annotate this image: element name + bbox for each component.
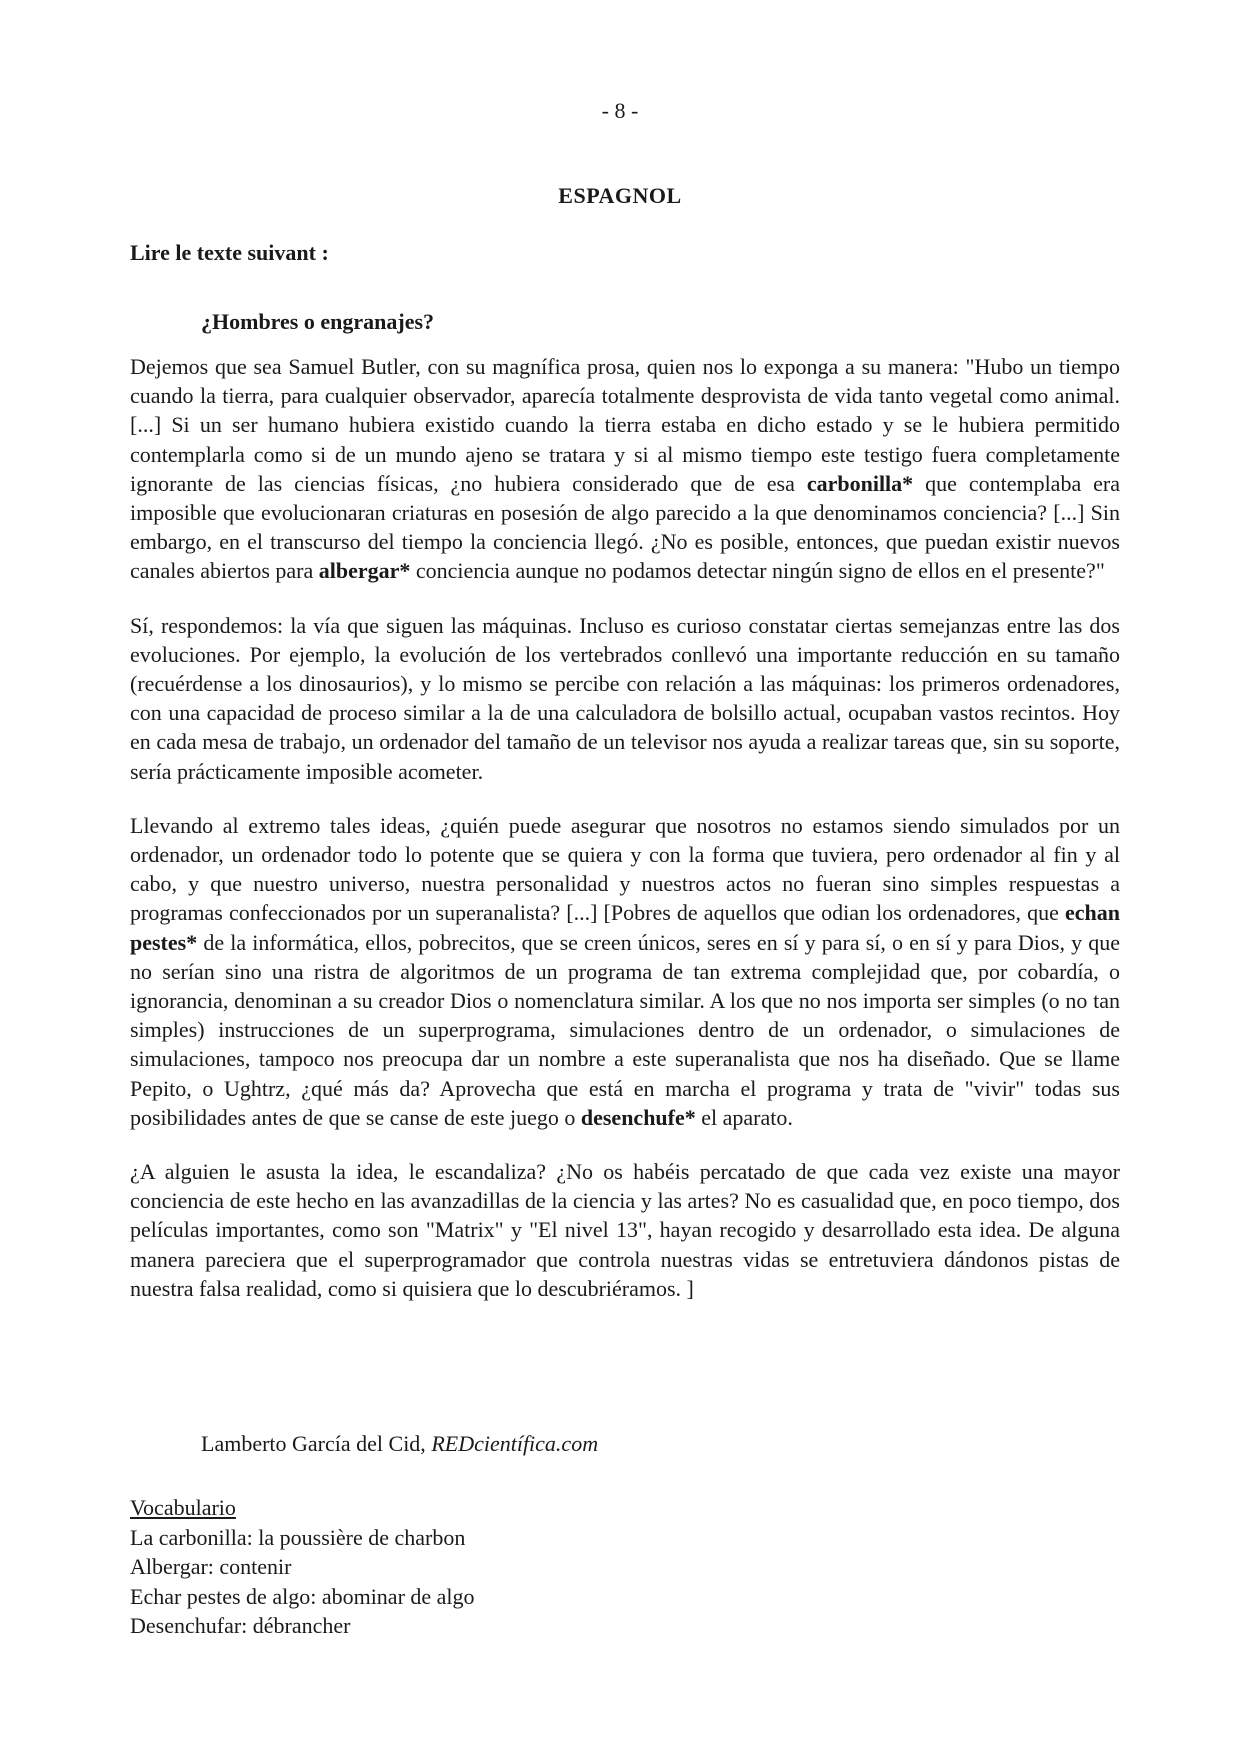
vocabulary-heading: Vocabulario (130, 1495, 236, 1520)
bold-term-carbonilla: carbonilla* (806, 470, 914, 496)
signature (201, 1431, 598, 1457)
subject-heading: ESPAGNOL (558, 183, 682, 208)
paragraph-1-part-a: Dejemos que sea Samuel Butler, con su magnífica prosa, quien nos lo exponga a su manera: "Hubo un tiempo cuando la tierra, para cualquier observador, aparecía totalmente desprovista de vida tanto vegetal como animal. [...] Si un ser humano hubiera existido cuando la tierra estaba en dicho estado y se le hubiera permitido contemplarla como si de un mundo ajeno se tratara y si al mismo tiempo este testigo fuera completamente ignorante de las ciencias físicas, ¿no hubiera considerado que de esa (130, 354, 1120, 496)
vocabulary-section (130, 1493, 475, 1641)
vocabulary-item: La carbonilla: la poussière de charbon (130, 1524, 466, 1550)
bold-term-albergar: albergar* (318, 558, 411, 584)
paragraph-3 (130, 811, 1120, 1132)
paragraph-4: ¿A alguien le asusta la idea, le escandaliza? ¿No os habéis percatado de que cada vez existe una mayor conciencia de este hecho en las avanzadillas de la ciencia y las artes? No es casualidad que, en poco tiempo, dos películas importantes, como son "Matrix" y "El nivel 13", hayan recogido y desarrollado esta idea. De alguna manera pareciera que el superprogramador que controla nuestras vidas se entretuviera dándonos pistas de nuestra falsa realidad, como si quisiera que lo descubriéramos. ] (130, 1159, 1120, 1301)
instruction-text: Lire le texte suivant : (130, 240, 329, 265)
paragraph-1-part-d: conciencia aunque no podamos detectar ningún signo de ellos en el presente?" (410, 558, 1105, 584)
paragraph-3-part-d: el aparato. (695, 1104, 793, 1130)
vocabulary-item: Echar pestes de algo: abominar de algo (130, 1583, 475, 1609)
vocabulary-item: Desenchufar: débrancher (130, 1613, 351, 1638)
paragraph-2: Sí, respondemos: la vía que siguen las máquinas. Incluso es curioso constatar ciertas semejanzas entre las dos evoluciones. Por ejemplo, la evolución de los vertebrados conllevó una importante reducción en su tamaño (recuérdense a los dinosaurios), y lo mismo se percibe con relación a las máquinas: los primeros ordenadores, con una capacidad de proceso similar a la de una calculadora de bolsillo actual, ocupaban vastos recintos. Hoy en cada mesa de trabajo, un ordenador del tamaño de un televisor nos ayuda a realizar tareas que, sin su soporte, sería prácticamente imposible acometer. (130, 612, 1120, 784)
paragraph-1 (130, 352, 1120, 586)
signature-source: REDcientífica.com (431, 1431, 599, 1456)
paragraph-1-part-c: que contemplaba era imposible que evolucionaran criaturas en posesión de algo parecido a la que denominamos conciencia? [...] Sin embargo, en el transcurso del tiempo la conciencia llegó. ¿No es posible, entonces, que puedan existir nuevos canales abiertos para (130, 470, 1121, 584)
text-title: ¿Hombres o engranajes? (201, 309, 435, 334)
bold-term-echan-pestes: echan pestes* (130, 900, 1120, 955)
signature-author: Lamberto García del Cid, (201, 1431, 432, 1456)
vocabulary-item: Albergar: contenir (130, 1554, 292, 1579)
paragraph-3-part-a: Llevando al extremo tales ideas, ¿quién puede asegurar que nosotros no estamos siendo simulados por un ordenador, un ordenador todo lo potente que se quiera y con la forma que tuviera, pero ordenador al fin y al cabo, y que nuestro universo, nuestra personalidad y nuestros actos no fueran sino simples respuestas a programas confeccionados por un superanalista? [...] [Pobres de aquellos que odian los ordenadores, que (130, 812, 1120, 926)
page-number: - 8 - (601, 98, 639, 123)
bold-term-desenchufe: desenchufe* (580, 1104, 696, 1130)
article-body (130, 352, 1120, 1328)
paragraph-3-part-c: de la informática, ellos, pobrecitos, que se creen únicos, seres en sí y para sí, o en sí y para Dios, y que no serían sino una ristra de algoritmos de un programa de tan extrema complejidad que, por cobardía, o ignorancia, denominan a su creador Dios o nomenclatura similar. A los que no nos importa ser simples (o no tan simples) instrucciones de un superprograma, simulaciones dentro de un ordenador, o simulaciones de simulaciones, tampoco nos preocupa dar un nombre a este superanalista que nos ha diseñado. Que se llame Pepito, o Ughtrz, ¿qué más da? Aprovecha que está en marcha el programa y trata de "vivir" todas sus posibilidades antes de que se canse de este juego o (130, 929, 1120, 1130)
